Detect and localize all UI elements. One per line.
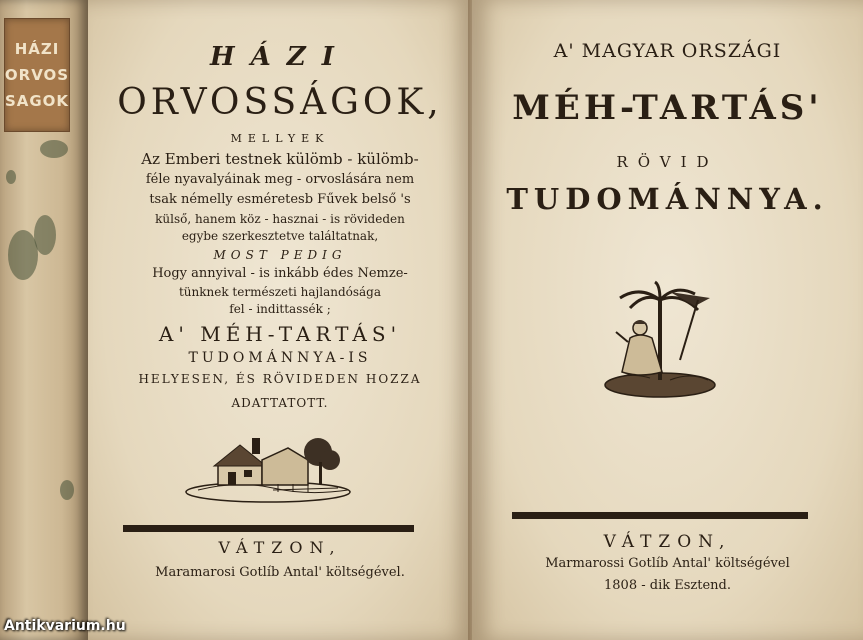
book-spine: [0, 0, 88, 640]
title-hazi: HÁZI: [210, 42, 350, 72]
place-vatzon: VÁTZON,: [603, 532, 732, 552]
spine-stain: [40, 140, 68, 158]
body-line: külső, hanem köz - hasznai - is rövideden: [155, 212, 405, 226]
seated-figure-vignette: [600, 280, 720, 405]
spine-stain: [34, 215, 56, 255]
subtitle-mellyek: MELLYEK: [230, 132, 330, 145]
spine-label-line-3: SAGOK: [4, 92, 70, 110]
body-line: tsak némelly esméretesb Fűvek belső 's: [149, 192, 411, 207]
printer-line: Marmarossi Gotlíb Antal' költségével: [545, 556, 790, 571]
right-title-page: [472, 0, 863, 640]
village-vignette: [178, 430, 353, 510]
spine-label: [4, 18, 70, 132]
most-pedig-heading: MOST PEDIG: [213, 248, 347, 262]
title-tudomannya: TUDOMÁNNYA.: [506, 182, 829, 216]
spine-stain: [6, 170, 16, 184]
adattatott-line: ADATTATOTT.: [231, 396, 329, 410]
meh-tartas-heading: A' MÉH-TARTÁS': [158, 322, 402, 346]
title-rovid: RÖVID: [616, 153, 719, 171]
title-orvossagok: ORVOSSÁGOK,: [117, 82, 443, 123]
body-line: Az Emberi testnek külömb - külömb-: [141, 150, 419, 168]
helyesen-line: HELYESEN, ÉS RÖVIDEDEN HOZZA: [138, 372, 422, 386]
body-line: féle nyavalyáinak meg - orvoslására nem: [145, 172, 415, 187]
year-line: 1808 - dik Esztend.: [604, 578, 731, 593]
left-title-page: [88, 0, 472, 640]
body-line: Hogy annyival - is inkább édes Nemze-: [152, 266, 408, 281]
watermark: Antikvarium.hu: [4, 618, 126, 634]
divider-rule: [123, 525, 414, 532]
spine-label-line-1: HÁZI: [14, 40, 60, 58]
title-magyar-orszagi: A' MAGYAR ORSZÁGI: [553, 40, 782, 62]
title-meh-tartas: MÉH-TARTÁS': [512, 88, 823, 128]
printer-line: Maramarosi Gotlíb Antal' költségével.: [155, 565, 405, 580]
divider-rule: [512, 512, 808, 519]
tudomannya-is-heading: TUDOMÁNNYA-IS: [188, 350, 372, 366]
body-line: egybe szerkesztetve találtatnak,: [181, 229, 379, 243]
spine-label-line-2: ORVOS: [4, 66, 70, 84]
place-vatzon: VÁTZON,: [218, 538, 342, 557]
body-line: fel - indittassék ;: [229, 302, 331, 316]
spine-stain: [60, 480, 74, 500]
body-line: tünknek természeti hajlandósága: [178, 285, 382, 299]
